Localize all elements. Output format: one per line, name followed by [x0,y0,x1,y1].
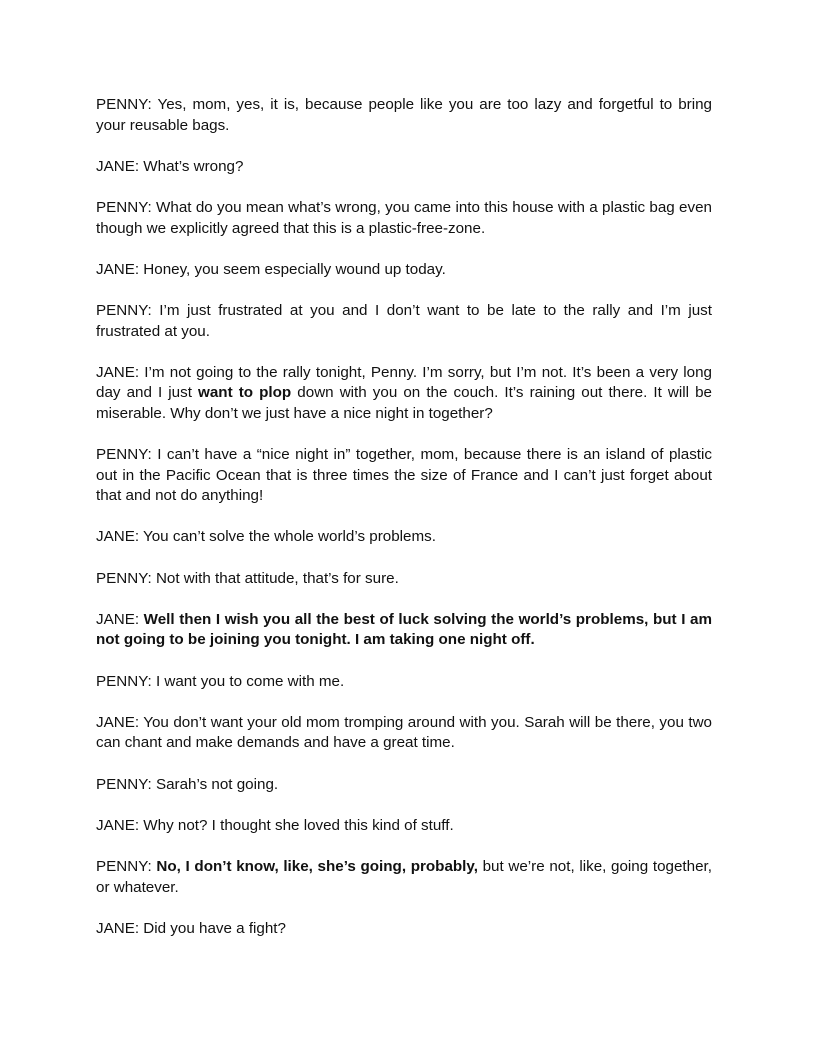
dialogue-text: You don’t want your old mom tromping around with you. Sarah will be there, you two can chant and make demands and have a great time. [96,713,712,752]
speaker-name: JANE: [96,610,140,628]
speaker-name: JANE: [96,363,140,381]
dialogue-text: Not with that attitude, that’s for sure. [155,569,399,587]
speaker-name: JANE: [96,260,140,278]
script-dialogue [96,95,712,960]
emphasized-text: want to plop [198,384,292,402]
dialogue-line [96,919,712,940]
dialogue-text: Why not? I thought she loved this kind of stuff. [143,816,454,834]
dialogue-text: What do you mean what’s wrong, you came into this house with a plastic bag even though we explicitly agreed that this is a plastic-free-zone. [96,198,712,237]
dialogue-text: You can’t solve the whole world’s problems. [143,528,436,546]
speaker-name: PENNY: [96,857,152,875]
dialogue-text: Sarah’s not going. [155,775,279,793]
dialogue-line [96,816,712,837]
dialogue-text: down with you on the couch. It’s raining out there. It will be miserable. Why don’t we just have a nice night in together? [96,384,712,422]
speaker-name: PENNY: [96,198,152,216]
dialogue-line [96,775,712,796]
dialogue-line [96,610,712,651]
emphasized-text: Well then I wish you all the best of luck solving the world’s problems, but I am not going to be joining you tonight. I am taking one night off. [96,610,712,649]
dialogue-text: I’m just frustrated at you and I don’t want to be late to the rally and I’m just frustrated at you. [96,301,712,340]
dialogue-line [96,713,712,754]
speaker-name: PENNY: [96,301,152,319]
dialogue-line [96,527,712,548]
dialogue-text: I can’t have a “nice night in” together, mom, because there is an island of plastic out in the Pacific Ocean that is three times the size of France and I can’t just forget about that and not do anything! [96,446,712,505]
dialogue-line [96,445,712,507]
speaker-name: JANE: [96,919,140,937]
dialogue-text: Honey, you seem especially wound up today. [143,260,446,278]
speaker-name: PENNY: [96,775,152,793]
speaker-name: PENNY: [96,569,152,587]
dialogue-line [96,569,712,590]
dialogue-text: What’s wrong? [143,157,244,175]
speaker-name: JANE: [96,713,140,731]
dialogue-line [96,363,712,425]
dialogue-text: Did you have a fight? [143,919,286,937]
dialogue-text: but we’re not, like, going together, or whatever. [96,857,712,896]
speaker-name: PENNY: [96,96,152,113]
dialogue-line [96,157,712,178]
dialogue-line [96,672,712,693]
speaker-name: JANE: [96,816,140,834]
speaker-name: JANE: [96,528,140,546]
dialogue-line [96,260,712,281]
dialogue-line [96,198,712,239]
speaker-name: JANE: [96,157,140,175]
emphasized-text: No, I don’t know, like, she’s going, probably, [156,857,478,875]
speaker-name: PENNY: [96,446,152,464]
speaker-name: PENNY: [96,672,152,690]
dialogue-line [96,857,712,898]
dialogue-line [96,95,712,136]
dialogue-text: Yes, mom, yes, it is, because people like you are too lazy and forgetful to bring your reusable bags. [96,96,713,134]
dialogue-text: I’m not going to the rally tonight, Penny. I’m sorry, but I’m not. It’s been a very long day and I just [96,363,712,402]
dialogue-line [96,301,712,342]
dialogue-text: I want you to come with me. [155,672,345,690]
